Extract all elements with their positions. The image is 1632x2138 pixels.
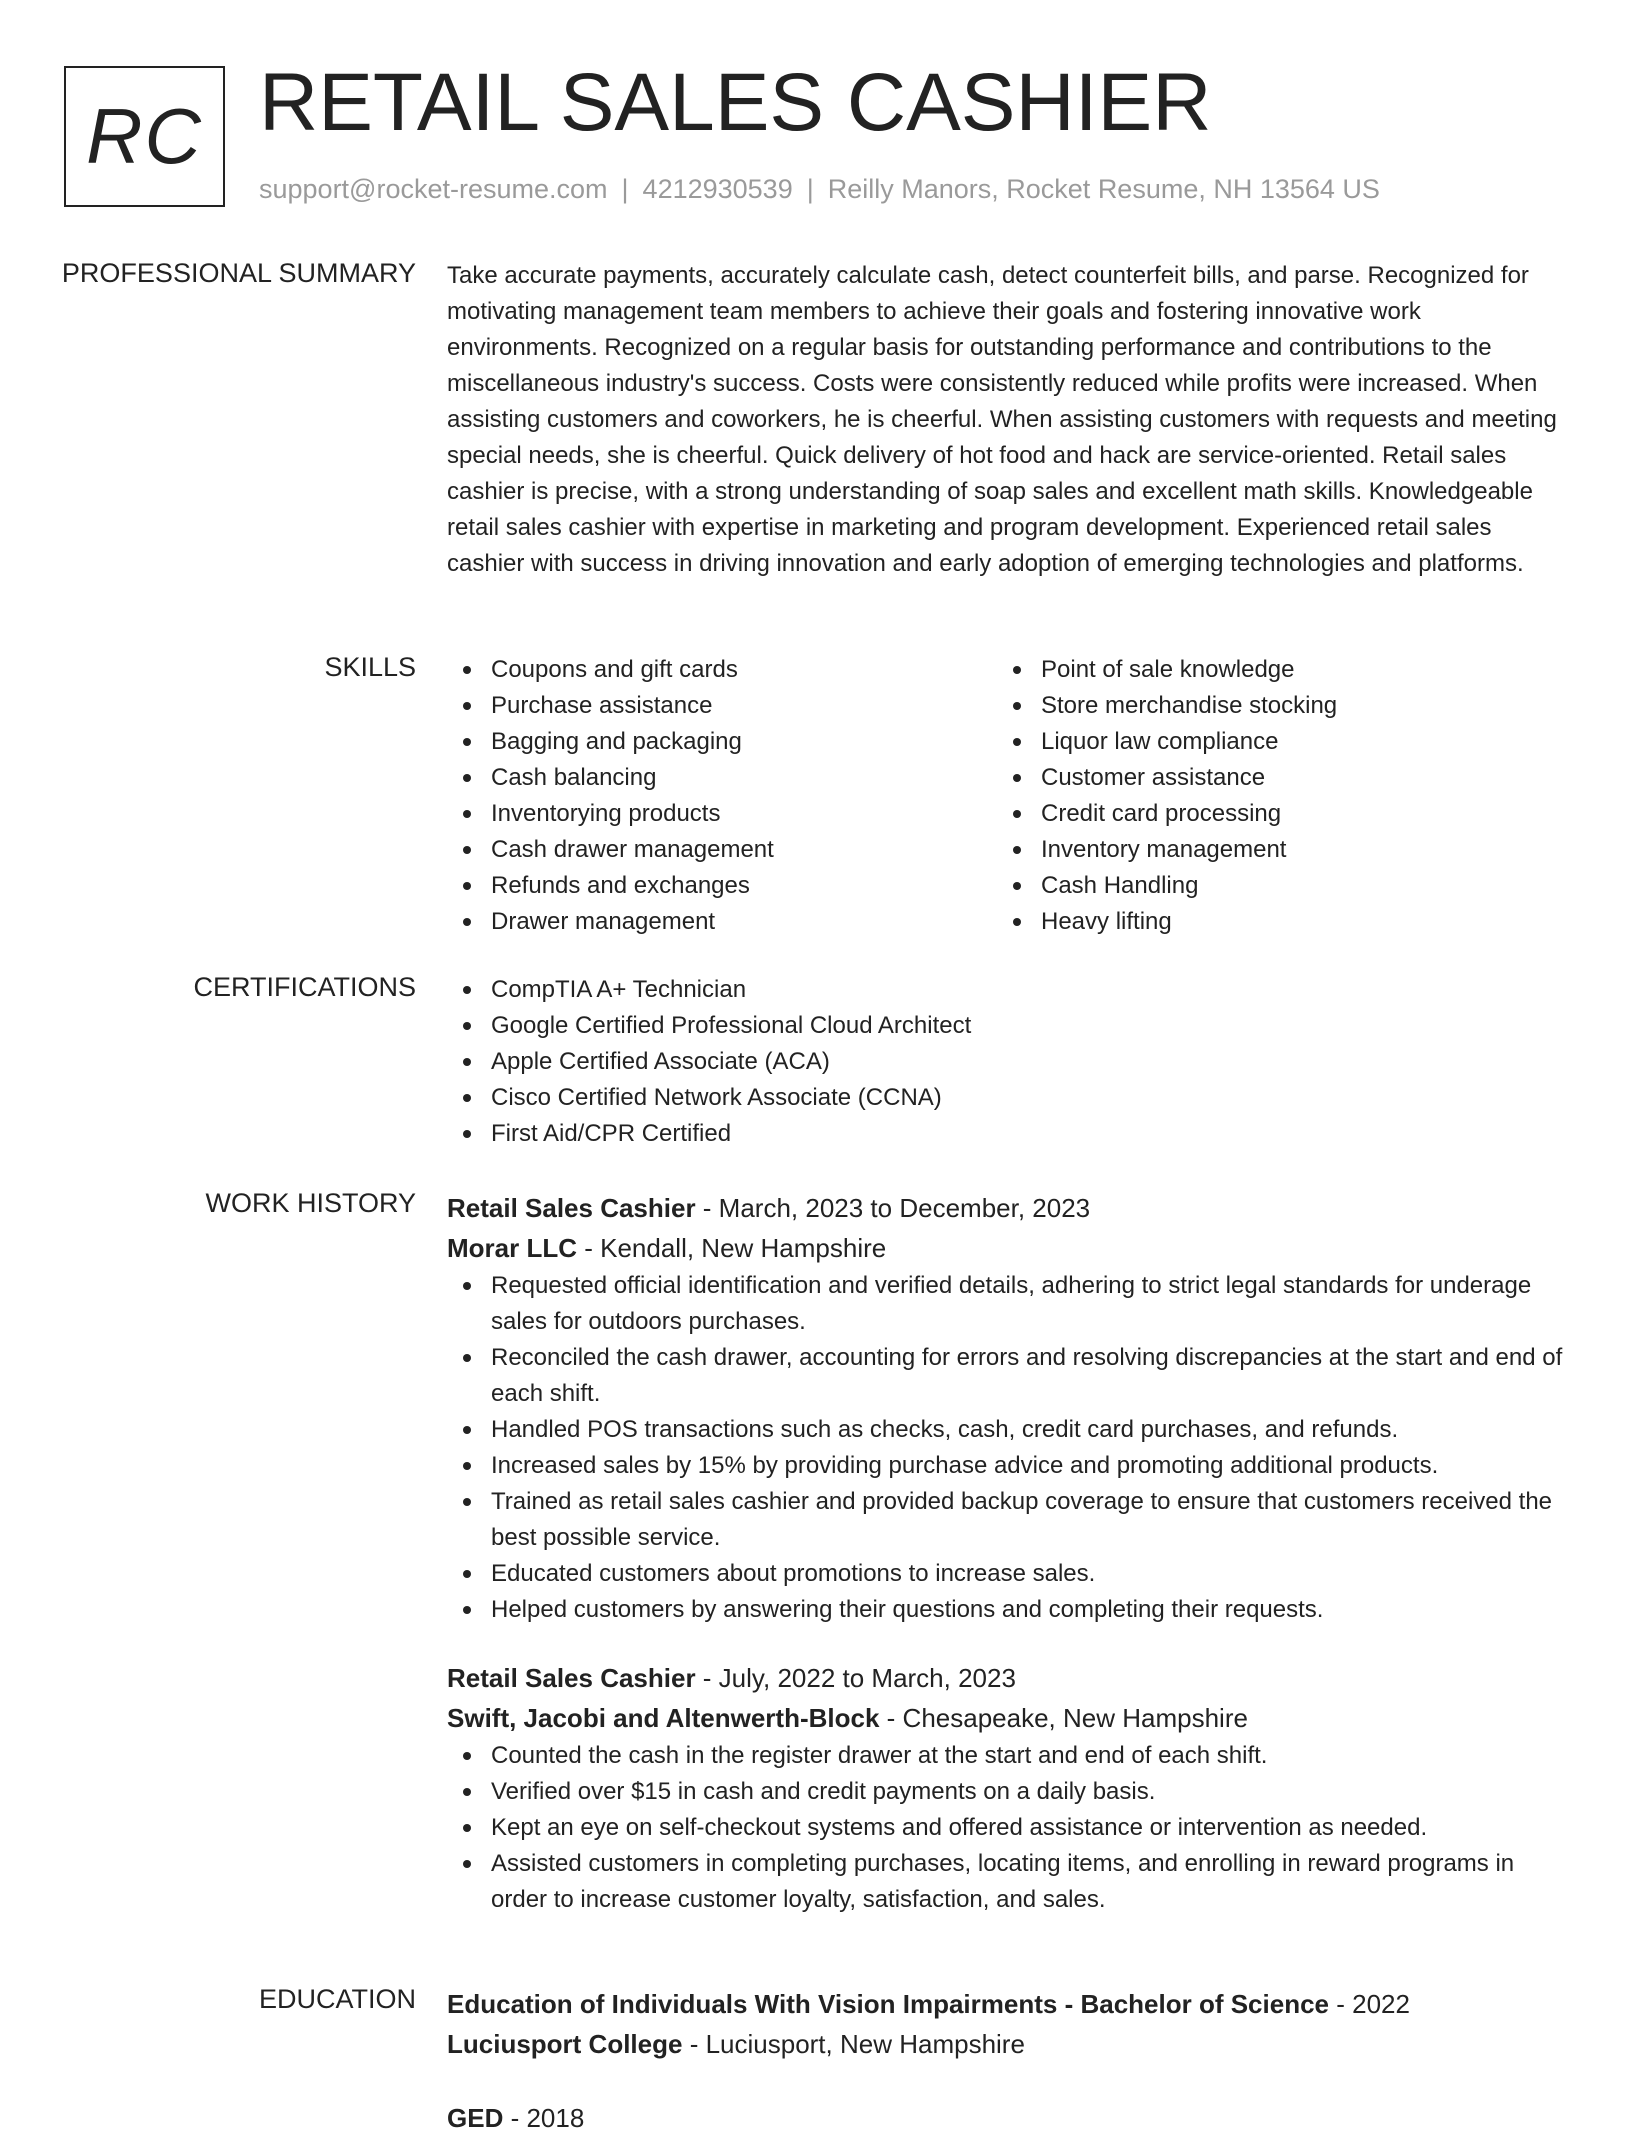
skills-list-left	[447, 652, 997, 940]
education-entry	[447, 2098, 1567, 2138]
contact-phone[interactable]: 4212930539	[642, 174, 793, 204]
job-bullet: Verified over $15 in cash and credit payments on a daily basis.	[447, 1774, 1567, 1810]
certification-item: First Aid/CPR Certified	[447, 1116, 1567, 1152]
job-bullet: Counted the cash in the register drawer at the start and end of each shift.	[447, 1738, 1567, 1774]
skill-item: Cash Handling	[997, 868, 1547, 904]
certification-item: CompTIA A+ Technician	[447, 972, 1567, 1008]
education-degree-line	[447, 2098, 1567, 2138]
job-bullet: Reconciled the cash drawer, accounting for errors and resolving discrepancies at the start and end of each shift.	[447, 1340, 1567, 1412]
skill-item: Point of sale knowledge	[997, 652, 1547, 688]
education-entry	[447, 1984, 1567, 2064]
job-bullet: Increased sales by 15% by providing purchase advice and promoting additional products.	[447, 1448, 1567, 1484]
education-degree: Education of Individuals With Vision Impairments - Bachelor of Science	[447, 1989, 1329, 2019]
skill-item: Customer assistance	[997, 760, 1547, 796]
job-bullet: Trained as retail sales cashier and provided backup coverage to ensure that customers received the best possible service.	[447, 1484, 1567, 1556]
skills-body	[447, 652, 1567, 940]
job-title-line	[447, 1658, 1567, 1698]
resume-title: RETAIL SALES CASHIER	[259, 57, 1212, 148]
job-bullet: Kept an eye on self-checkout systems and offered assistance or intervention as needed.	[447, 1810, 1567, 1846]
section-label-summary: PROFESSIONAL SUMMARY	[61, 258, 416, 288]
job-title: Retail Sales Cashier	[447, 1193, 696, 1223]
skill-item: Inventory management	[997, 832, 1547, 868]
resume-header	[64, 57, 1564, 216]
monogram-logo: RC	[64, 66, 225, 207]
job-location: - Chesapeake, New Hampshire	[879, 1703, 1248, 1733]
skill-item: Inventorying products	[447, 796, 997, 832]
education-body	[447, 1984, 1567, 2138]
job-bullets	[447, 1738, 1567, 1918]
skill-item: Cash balancing	[447, 760, 997, 796]
work-history-body	[447, 1188, 1567, 1918]
education-school-line	[447, 2024, 1567, 2064]
skill-item: Credit card processing	[997, 796, 1547, 832]
skill-item: Liquor law compliance	[997, 724, 1547, 760]
job-bullet: Requested official identification and verified details, adhering to strict legal standards for underage sales for outdoors purchases.	[447, 1268, 1567, 1340]
job-entry	[447, 1188, 1567, 1628]
skill-item: Coupons and gift cards	[447, 652, 997, 688]
summary-text: Take accurate payments, accurately calculate cash, detect counterfeit bills, and parse. Recognized for motivating management team members to achieve their goals and fostering innovative work environments. Recognized on a regular basis for outstanding performance and contributions to the miscellaneous industry's success. Costs were consistently reduced while profits were increased. When assisting customers and coworkers, he is cheerful. When assisting customers with requests and meeting special needs, she is cheerful. Quick delivery of hot food and hack are service-oriented. Retail sales cashier is precise, with a strong understanding of soap sales and excellent math skills. Knowledgeable retail sales cashier with expertise in marketing and program development. Experienced retail sales cashier with success in driving innovation and early adoption of emerging technologies and platforms.	[447, 262, 1557, 577]
job-bullet: Assisted customers in completing purchases, locating items, and enrolling in reward programs in order to increase customer loyalty, satisfaction, and sales.	[447, 1846, 1567, 1918]
contact-separator: |	[621, 174, 629, 204]
skill-item: Cash drawer management	[447, 832, 997, 868]
job-bullet: Helped customers by answering their questions and completing their requests.	[447, 1592, 1567, 1628]
job-entry	[447, 1658, 1567, 1918]
certification-item: Apple Certified Associate (ACA)	[447, 1044, 1567, 1080]
education-year: - 2022	[1329, 1989, 1410, 2019]
contact-separator: |	[806, 174, 814, 204]
job-company-line	[447, 1228, 1567, 1268]
skill-item: Refunds and exchanges	[447, 868, 997, 904]
skill-item: Bagging and packaging	[447, 724, 997, 760]
skill-item: Store merchandise stocking	[997, 688, 1547, 724]
job-company-line	[447, 1698, 1567, 1738]
education-location: - Luciusport, New Hampshire	[682, 2029, 1025, 2059]
summary-body	[447, 258, 1567, 582]
job-bullets	[447, 1268, 1567, 1628]
job-company: Swift, Jacobi and Altenwerth-Block	[447, 1703, 880, 1733]
section-label-skills: SKILLS	[324, 652, 416, 682]
skill-item: Drawer management	[447, 904, 997, 940]
job-company: Morar LLC	[447, 1233, 577, 1263]
section-label-education: EDUCATION	[258, 1984, 416, 2014]
contact-line	[259, 174, 1380, 205]
skill-item: Purchase assistance	[447, 688, 997, 724]
contact-email[interactable]: support@rocket-resume.com	[259, 174, 608, 204]
education-school: Luciusport College	[447, 2029, 683, 2059]
education-degree-line	[447, 1984, 1567, 2024]
job-bullet: Educated customers about promotions to increase sales.	[447, 1556, 1567, 1592]
job-bullet: Handled POS transactions such as checks, cash, credit card purchases, and refunds.	[447, 1412, 1567, 1448]
certification-item: Google Certified Professional Cloud Architect	[447, 1008, 1567, 1044]
job-title-line	[447, 1188, 1567, 1228]
education-degree: GED	[447, 2103, 504, 2133]
certification-item: Cisco Certified Network Associate (CCNA)	[447, 1080, 1567, 1116]
contact-address: Reilly Manors, Rocket Resume, NH 13564 US	[827, 174, 1380, 204]
skills-list-right	[997, 652, 1547, 940]
education-year: - 2018	[503, 2103, 585, 2133]
job-dates: - March, 2023 to December, 2023	[695, 1193, 1091, 1223]
certifications-body	[447, 972, 1567, 1152]
job-title: Retail Sales Cashier	[447, 1663, 696, 1693]
certifications-list	[447, 972, 1567, 1152]
job-location: - Kendall, New Hampshire	[577, 1233, 887, 1263]
section-label-work-history: WORK HISTORY	[205, 1188, 416, 1218]
section-label-certifications: CERTIFICATIONS	[193, 972, 416, 1002]
job-dates: - July, 2022 to March, 2023	[695, 1663, 1016, 1693]
skill-item: Heavy lifting	[997, 904, 1547, 940]
